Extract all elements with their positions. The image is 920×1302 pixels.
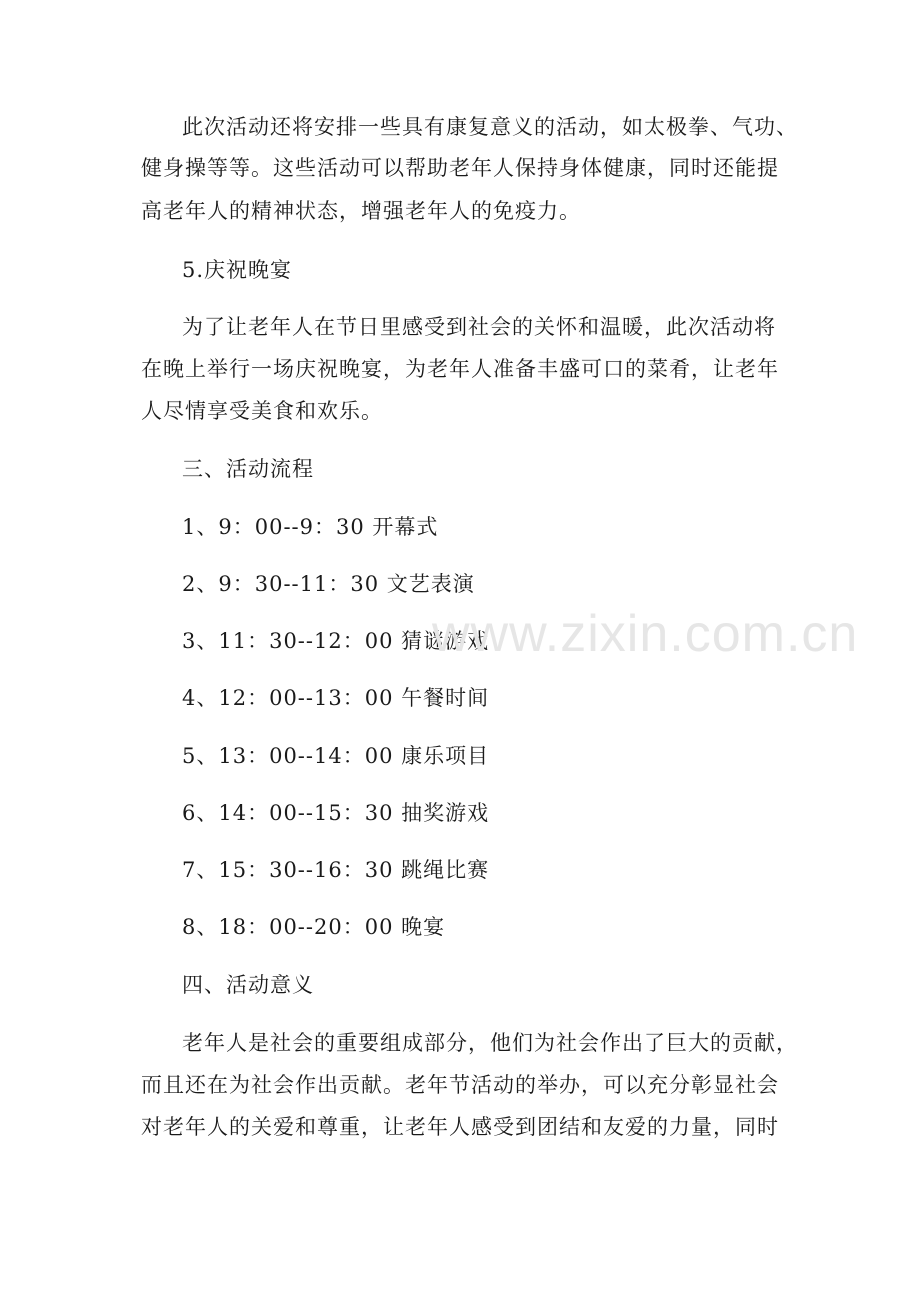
schedule-item: 3、11：30--12：00 猜谜游戏 — [182, 629, 490, 653]
watermark: www.zixin.com.cn — [432, 605, 859, 663]
paragraph-1-line-3: 高老年人的精神状态，增强老年人的免疫力。 — [141, 199, 581, 223]
paragraph-2-line-1: 为了让老年人在节日里感受到社会的关怀和温暖，此次活动将 — [182, 315, 776, 339]
section-5-heading: 5.庆祝晚宴 — [182, 258, 293, 282]
schedule-item: 4、12：00--13：00 午餐时间 — [182, 686, 490, 710]
paragraph-3-line-1: 老年人是社会的重要组成部分，他们为社会作出了巨大的贡献， — [182, 1031, 798, 1055]
schedule-item: 2、9：30--11：30 文艺表演 — [182, 572, 475, 596]
paragraph-2-line-3: 人尽情享受美食和欢乐。 — [141, 399, 383, 423]
paragraph-1-line-2: 健身操等等。这些活动可以帮助老年人保持身体健康，同时还能提 — [141, 156, 779, 180]
paragraph-1-line-1: 此次活动还将安排一些具有康复意义的活动，如太极拳、气功、 — [182, 115, 798, 139]
paragraph-3-line-2: 而且还在为社会作出贡献。老年节活动的举办，可以充分彰显社会 — [141, 1073, 779, 1097]
schedule-item: 5、13：00--14：00 康乐项目 — [182, 744, 490, 768]
paragraph-2-line-2: 在晚上举行一场庆祝晚宴，为老年人准备丰盛可口的菜肴，让老年 — [141, 357, 779, 381]
schedule-item: 8、18：00--20：00 晚宴 — [182, 915, 446, 939]
section-4-heading: 四、活动意义 — [182, 973, 314, 997]
schedule-item: 7、15：30--16：30 跳绳比赛 — [182, 858, 490, 882]
schedule-item: 6、14：00--15：30 抽奖游戏 — [182, 801, 490, 825]
paragraph-3-line-3: 对老年人的关爱和尊重，让老年人感受到团结和友爱的力量，同时 — [141, 1115, 779, 1139]
section-3-heading: 三、活动流程 — [182, 457, 314, 481]
schedule-item: 1、9：00--9：30 开幕式 — [182, 515, 439, 539]
